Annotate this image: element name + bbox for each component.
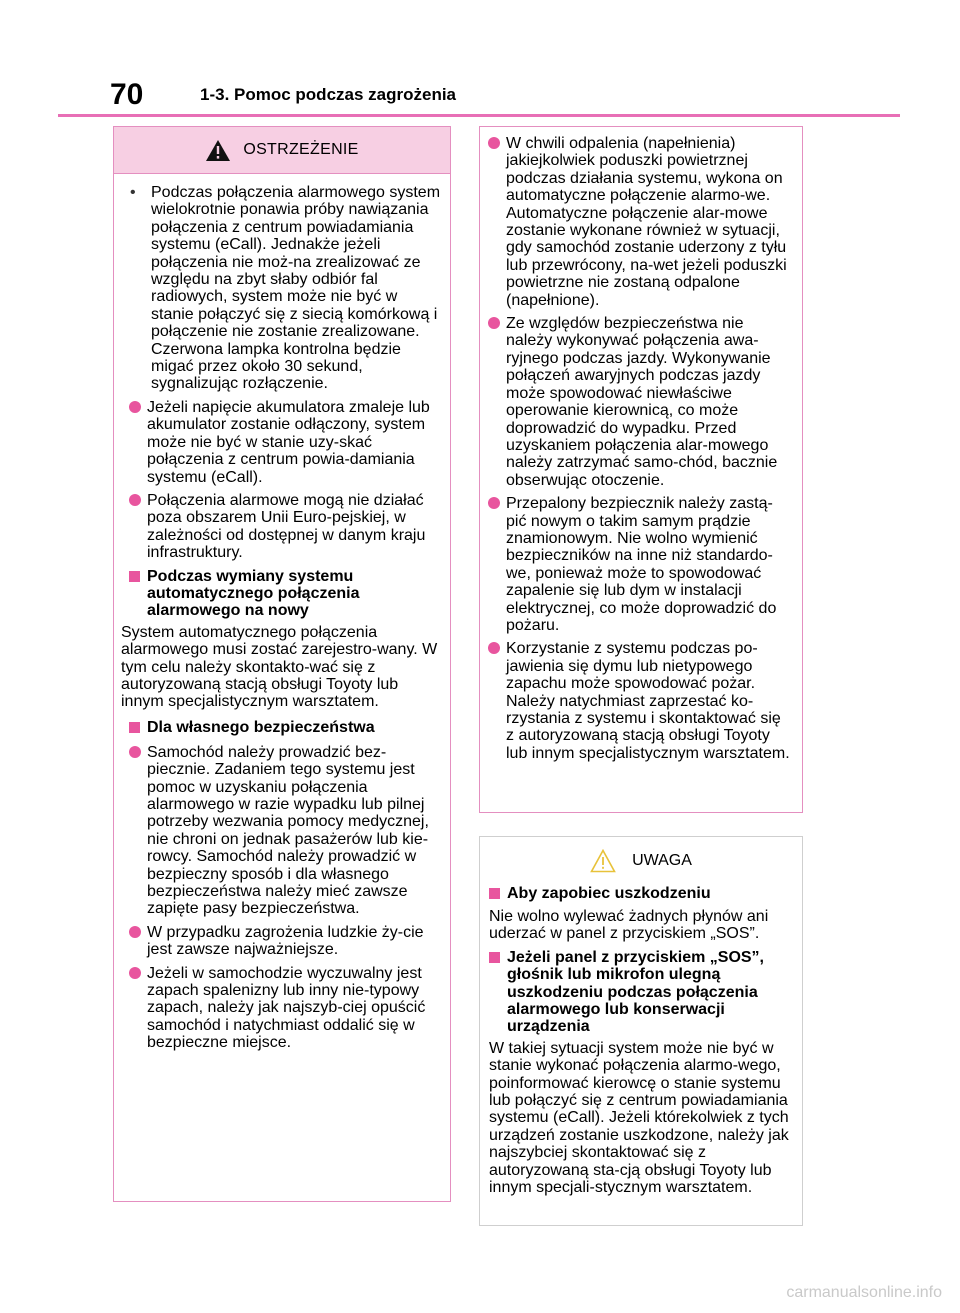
circle-bullet-icon — [488, 135, 506, 309]
list-item — [129, 965, 442, 1052]
warning-triangle-icon — [205, 139, 231, 162]
circle-bullet-icon — [129, 965, 147, 1052]
list-item — [488, 495, 792, 634]
list-item-text: Jeżeli w samochodzie wyczuwalny jest zapach spalenizny lub inny nie-typowy zapach, należy jak najszyb-ciej opuścić samochód i natychmiast oddalić się w bezpieczne miejsce. — [147, 964, 426, 1052]
warning-box-left — [113, 126, 451, 1202]
subheading — [489, 949, 792, 1036]
circle-bullet-icon — [488, 315, 506, 489]
subheading-text: Podczas wymiany systemu automatycznego połączenia alarmowego na nowy — [147, 567, 360, 620]
list-item-text: Korzystanie z systemu podczas po-jawienia się dymu lub nietypowego zapachu może spowodować pożar. Należy natychmiast zaprzestać ko-rzystania z systemu i skontaktować się z autoryzowaną stacją obsługi Toyoty lub innym specjalistycznym warsztatem. — [506, 640, 790, 762]
left-column — [113, 126, 451, 1202]
circle-bullet-icon — [488, 495, 506, 634]
caution-triangle-icon — [590, 849, 616, 873]
section-title: 1-3. Pomoc podczas zagrożenia — [200, 85, 457, 104]
subheading — [489, 885, 792, 904]
list-item-text: W chwili odpalenia (napełnienia) jakiejkolwiek poduszki powietrznej podczas działania systemu, wykona on automatyczne połączenie alarmo-we. Automatyczne połączenie alar-mowe zostanie wykonane również w sytuacji, gdy samochód zostanie uderzony z tyłu lub przewrócony, na-wet jeżeli poduszki powietrzne nie zostaną odpalone (napełnione). — [506, 135, 787, 309]
circle-bullet-icon — [129, 492, 147, 562]
paragraph: W takiej sytuacji system może nie być w stanie wykonać połączenia alarmo-wego, poinformować kierowcę o stanie systemu lub połączyć się z centrum powiadamiania systemu (eCall). Jeżeli którekolwiek z tych urządzeń zostanie uszkodzone, należy jak najszybciej skontaktować się z autoryzowaną sta-cją obsługi Toyoty lub innym specjali-stycznym warsztatem. — [489, 1039, 789, 1197]
bullet-marker: • — [130, 184, 136, 201]
list-item — [129, 744, 442, 918]
warning-intro: Podczas połączenia alarmowego system wielokrotnie ponawia próby nawiązania połączenia z centrum powiadamiania systemu (eCall). Jednakże jeżeli połączenia nie moż-na zrealizować ze względu na zbyt słaby odbiór fal radiowych, system może nie być w stanie połączyć się z siecią komórkową i połączenie nie zostanie zrealizowane. Czerwona lampka kontrolna będzie migać przez około 30 sekund, sygnalizując rozłączenie. — [151, 184, 441, 393]
warning-box-right — [479, 126, 803, 813]
list-item — [129, 492, 442, 562]
list-item — [129, 184, 442, 393]
list-item-text: Przepalony bezpiecznik należy zastą-pić nowym o takim samym prądzie znamionowym. Nie wolno wymienić bezpieczników na inne niż standardo-we, ponieważ może to spowodować zapalenie się lub dym w instalacji elektrycznej, co może doprowadzić do pożaru. — [506, 495, 777, 634]
header-rule — [58, 114, 900, 117]
list-item — [129, 924, 442, 959]
caution-title: UWAGA — [632, 852, 692, 869]
square-bullet-icon — [489, 949, 507, 1036]
square-bullet-icon — [129, 568, 147, 620]
list-item — [488, 315, 792, 489]
list-item — [129, 399, 442, 486]
caution-header — [480, 837, 802, 885]
caution-box — [479, 836, 803, 1226]
paragraph: System automatycznego połączenia alarmowego musi zostać zarejestro-wany. W tym celu należy skontakto-wać się z autoryzowaną stacją obsługi Toyoty lub innym specjalistycznym warsztatem. — [121, 623, 438, 711]
warning-header — [114, 127, 450, 174]
list-item — [488, 640, 792, 762]
circle-bullet-icon — [129, 924, 147, 959]
warning-body-continued — [480, 127, 802, 772]
list-item-text: Ze względów bezpieczeństwa nie należy wykonywać połączenia awa-ryjnego podczas jazdy. Wykonywanie połączeń awaryjnych podczas jazdy może spowodować niewłaściwe operowanie kierownicą, co może doprowadzić do wypadku. Przed uzyskaniem połączenia alar-mowego należy zatrzymać samo-chód, bacznie obserwując otoczenie. — [506, 315, 778, 489]
subheading — [129, 568, 442, 620]
subheading — [129, 719, 442, 738]
page-number: 70 — [110, 78, 144, 111]
subheading-text: Dla własnego bezpieczeństwa — [147, 718, 375, 736]
subheading-text: Jeżeli panel z przyciskiem „SOS”, głośnik lub mikrofon ulegną uszkodzeniu podczas połączenia alarmowego lub konserwacji urządzenia — [507, 948, 764, 1036]
list-item-text: Jeżeli napięcie akumulatora zmaleje lub akumulator zostanie odłączony, system może nie być w stanie uzy-skać połączenia z centrum powia-damiania systemu (eCall). — [147, 398, 430, 486]
circle-bullet-icon — [129, 399, 147, 486]
circle-bullet-icon — [129, 744, 147, 918]
list-item — [488, 135, 792, 309]
circle-bullet-icon — [488, 640, 506, 762]
list-item-text: Połączenia alarmowe mogą nie działać poza obszarem Unii Euro-pejskiej, w zależności od dostępnej w danym kraju infrastruktury. — [147, 491, 426, 562]
subheading-text: Aby zapobiec uszkodzeniu — [507, 885, 711, 902]
paragraph: Nie wolno wylewać żadnych płynów ani uderzać w panel z przyciskiem „SOS”. — [489, 908, 769, 943]
watermark: carmanualsonline.info — [786, 1284, 942, 1301]
list-item-text: Samochód należy prowadzić bez-piecznie. Zadaniem tego systemu jest pomoc w uzyskaniu połączenia alarmowego w razie wypadku lub pilnej potrzeby wezwania pomocy medycznej, nie chroni on jednak pasażerów lub kie-rowcy. Samochód należy prowadzić w bezpieczny sposób i dla własnego bezpieczeństwa należy mieć zawsze zapięte pasy bezpieczeństwa. — [147, 743, 429, 918]
warning-title: OSTRZEŻENIE — [243, 141, 359, 158]
list-item-text: W przypadku zagrożenia ludzkie ży-cie jest zawsze najważniejsze. — [147, 923, 424, 959]
caution-body — [480, 885, 802, 1209]
square-bullet-icon — [129, 719, 147, 738]
warning-body — [114, 174, 450, 1062]
right-column — [479, 126, 803, 1226]
square-bullet-icon — [489, 885, 507, 904]
